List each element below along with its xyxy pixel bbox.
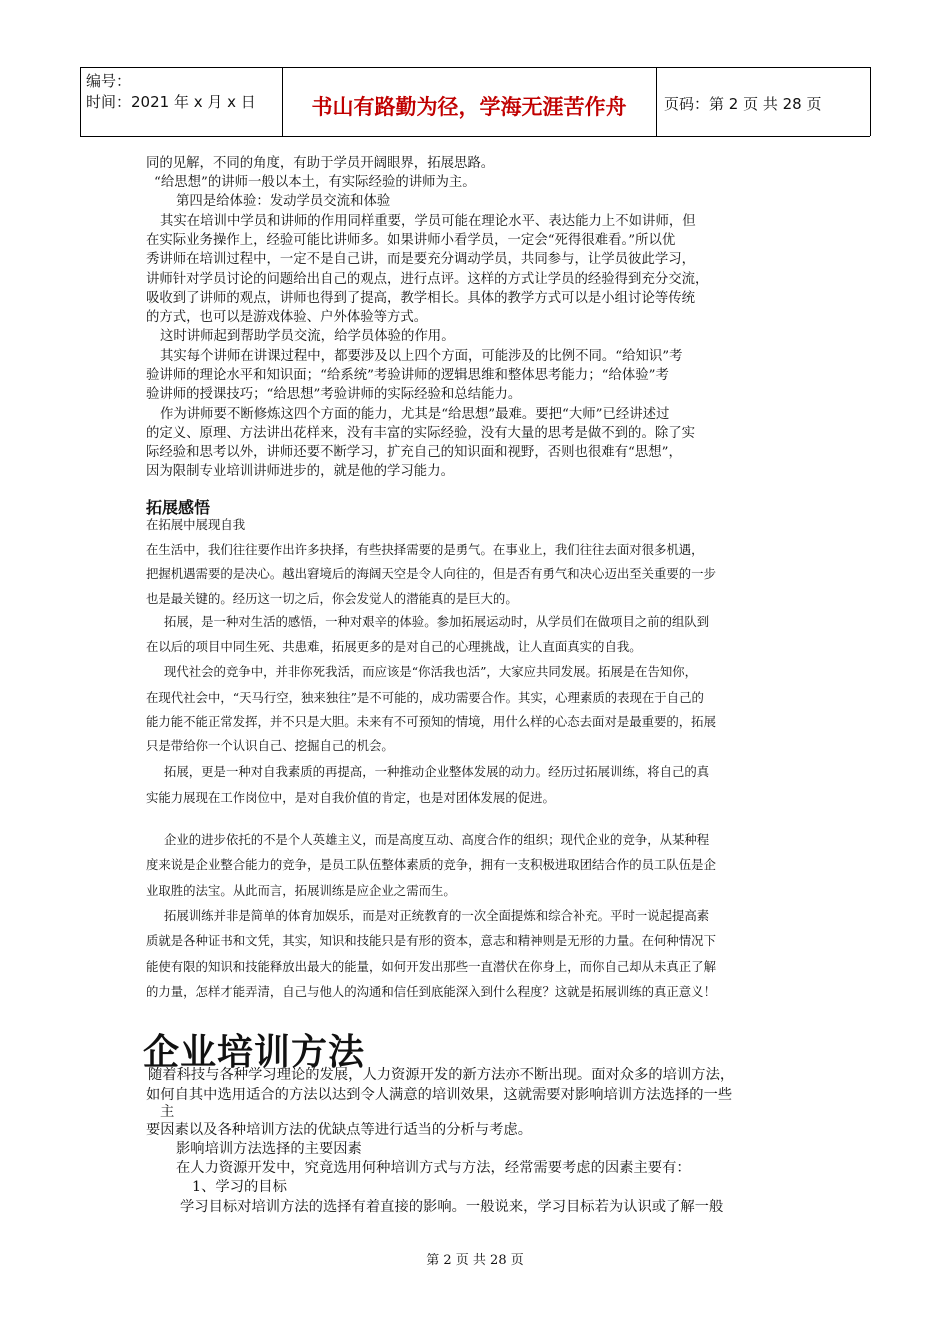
text-line: 的力量，怎样才能弄清，自己与他人的沟通和信任到底能深入到什么程度？这就是拓展训练的真正意义！ [146, 984, 716, 999]
text-line: 在拓展中展现自我 [146, 517, 246, 532]
text-line: 其实每个讲师在讲课过程中，都要涉及以上四个方面，可能涉及的比例不同。“给知识”考 [160, 349, 683, 364]
text-line: 在现代社会中，“天马行空，独来独往”是不可能的，成功需要合作。其实，心理素质的表现在于自己的 [146, 690, 704, 705]
text-line: 也是最关键的。经历这一切之后，你会发觉人的潜能真的是巨大的。 [146, 591, 518, 606]
text-line: 拓展，是一种对生活的感悟，一种对艰辛的体验。参加拓展运动时，从学员们在做项目之前的组队到 [164, 614, 710, 629]
header-motto: 书山有路勤为径，学海无涯苦作舟 [311, 95, 627, 119]
text-line: 企业的进步依托的不是个人英雄主义，而是高度互动、高度合作的组织；现代企业的竞争，从某种程 [164, 832, 710, 847]
text-line: 因为限制专业培训讲师进步的，就是他的学习能力。 [146, 464, 454, 479]
header-meta [86, 71, 256, 113]
text-line: 质就是各种证书和文凭，其实，知识和技能只是有形的资本，意志和精神则是无形的力量。在何种情况下 [146, 933, 716, 948]
header-date: 时间：2021 年 x 月 x 日 [86, 93, 256, 111]
text-line: 度来说是企业整合能力的竞争，是员工队伍整体素质的竞争，拥有一支积极进取团结合作的员工队伍是企 [146, 857, 716, 872]
text-line: 能使有限的知识和技能释放出最大的能量，如何开发出那些一直潜伏在你身上，而你自己却从未真正了解 [146, 959, 716, 974]
text-line: 这时讲师起到帮助学员交流，给学员体验的作用。 [160, 329, 455, 344]
text-line: 业取胜的法宝。从此而言，拓展训练是应企业之需而生。 [146, 883, 456, 898]
text-line: 同的见解，不同的角度，有助于学员开阔眼界，拓展思路。 [146, 156, 495, 171]
text-line: 在生活中，我们往往要作出许多抉择，有些抉择需要的是勇气。在事业上，我们往往去面对很多机遇， [146, 542, 704, 557]
text-line: 在人力资源开发中，究竟选用何种培训方式与方法，经常需要考虑的因素主要有： [176, 1160, 691, 1176]
text-line: 随着科技与各种学习理论的发展，人力资源开发的新方法亦不断出现。面对众多的培训方法， [148, 1067, 735, 1083]
page-title: 企业培训方法 [143, 1031, 366, 1073]
text-line: “给思想”的讲师一般以本土，有实际经验的讲师为主。 [154, 175, 476, 190]
header-divider-right [870, 67, 871, 136]
text-line: 如何自其中选用适合的方法以达到令人满意的培训效果，这就需要对影响培训方法选择的一些 [146, 1087, 733, 1103]
text-line: 作为讲师要不断修炼这四个方面的能力，尤其是“给思想”最难。要把“大师”已经讲述过 [160, 407, 670, 422]
text-line: 把握机遇需要的是决心。越出窘境后的海阔天空是令人向往的，但是否有勇气和决心迈出至关重要的一步 [146, 566, 716, 581]
header-divider-left [80, 67, 81, 136]
text-line: 主 [160, 1104, 175, 1120]
text-line: 1、学习的目标 [192, 1179, 287, 1195]
text-line: 在以后的项目中同生死、共患难，拓展更多的是对自己的心理挑战，让人直面真实的自我。 [146, 639, 642, 654]
text-line: 在实际业务操作上，经验可能比讲师多。如果讲师小看学员，一定会“死得很难看。”所以优 [146, 233, 676, 248]
header-number: 编号： [86, 72, 132, 90]
text-line: 现代社会的竞争中，并非你死我活，而应该是“你活我也活”，大家应共同发展。拓展是在告知你， [164, 664, 698, 679]
text-line: 能力能不能正常发挥，并不只是大胆。未来有不可预知的情境，用什么样的心态去面对是最重要的，拓展 [146, 714, 716, 729]
page-footer: 第 2 页 共 28 页 [426, 1253, 524, 1268]
text-line: 验讲师的理论水平和知识面；“给系统”考验讲师的逻辑思维和整体思考能力；“给体验”考 [146, 368, 669, 383]
header-page-number: 页码：第 2 页 共 28 页 [664, 95, 822, 113]
text-line: 验讲师的授课技巧；“给思想”考验讲师的实际经验和总结能力。 [146, 387, 522, 402]
text-line: 第四是给体验：发动学员交流和体验 [176, 194, 391, 209]
header-bottom-rule [80, 136, 870, 137]
text-line: 实能力展现在工作岗位中，是对自我价值的肯定，也是对团体发展的促进。 [146, 790, 555, 805]
header-top-rule [80, 67, 870, 68]
text-line: 的定义、原理、方法讲出花样来，没有丰富的实际经验，没有大量的思考是做不到的。除了实 [146, 426, 696, 441]
text-line: 吸收到了讲师的观点，讲师也得到了提高，教学相长。具体的教学方式可以是小组讨论等传统 [146, 291, 696, 306]
text-line: 其实在培训中学员和讲师的作用同样重要，学员可能在理论水平、表达能力上不如讲师，但 [160, 214, 696, 229]
text-line: 拓展，更是一种对自我素质的再提高，一种推动企业整体发展的动力。经历过拓展训练，将自己的真 [164, 764, 710, 779]
section-heading: 拓展感悟 [146, 498, 211, 517]
text-line: 秀讲师在培训过程中，一定不是自己讲，而是要充分调动学员，共同参与，让学员彼此学习， [146, 252, 696, 267]
text-line: 际经验和思考以外，讲师还要不断学习，扩充自己的知识面和视野，否则也很难有“思想”， [146, 445, 682, 460]
text-line: 要因素以及各种培训方法的优缺点等进行适当的分析与考虑。 [146, 1122, 533, 1138]
text-line: 影响培训方法选择的主要因素 [176, 1141, 362, 1157]
text-line: 讲师针对学员讨论的问题给出自己的观点，进行点评。这样的方式让学员的经验得到充分交流， [146, 272, 709, 287]
text-line: 的方式，也可以是游戏体验、户外体验等方式。 [146, 310, 428, 325]
text-line: 学习目标对培训方法的选择有着直接的影响。一般说来，学习目标若为认识或了解一般 [180, 1199, 724, 1215]
text-line: 拓展训练并非是简单的体育加娱乐，而是对正统教育的一次全面提炼和综合补充。平时一说起提高素 [164, 908, 710, 923]
text-line: 只是带给你一个认识自己、挖掘自己的机会。 [146, 738, 394, 753]
header-divider-2 [656, 67, 657, 136]
